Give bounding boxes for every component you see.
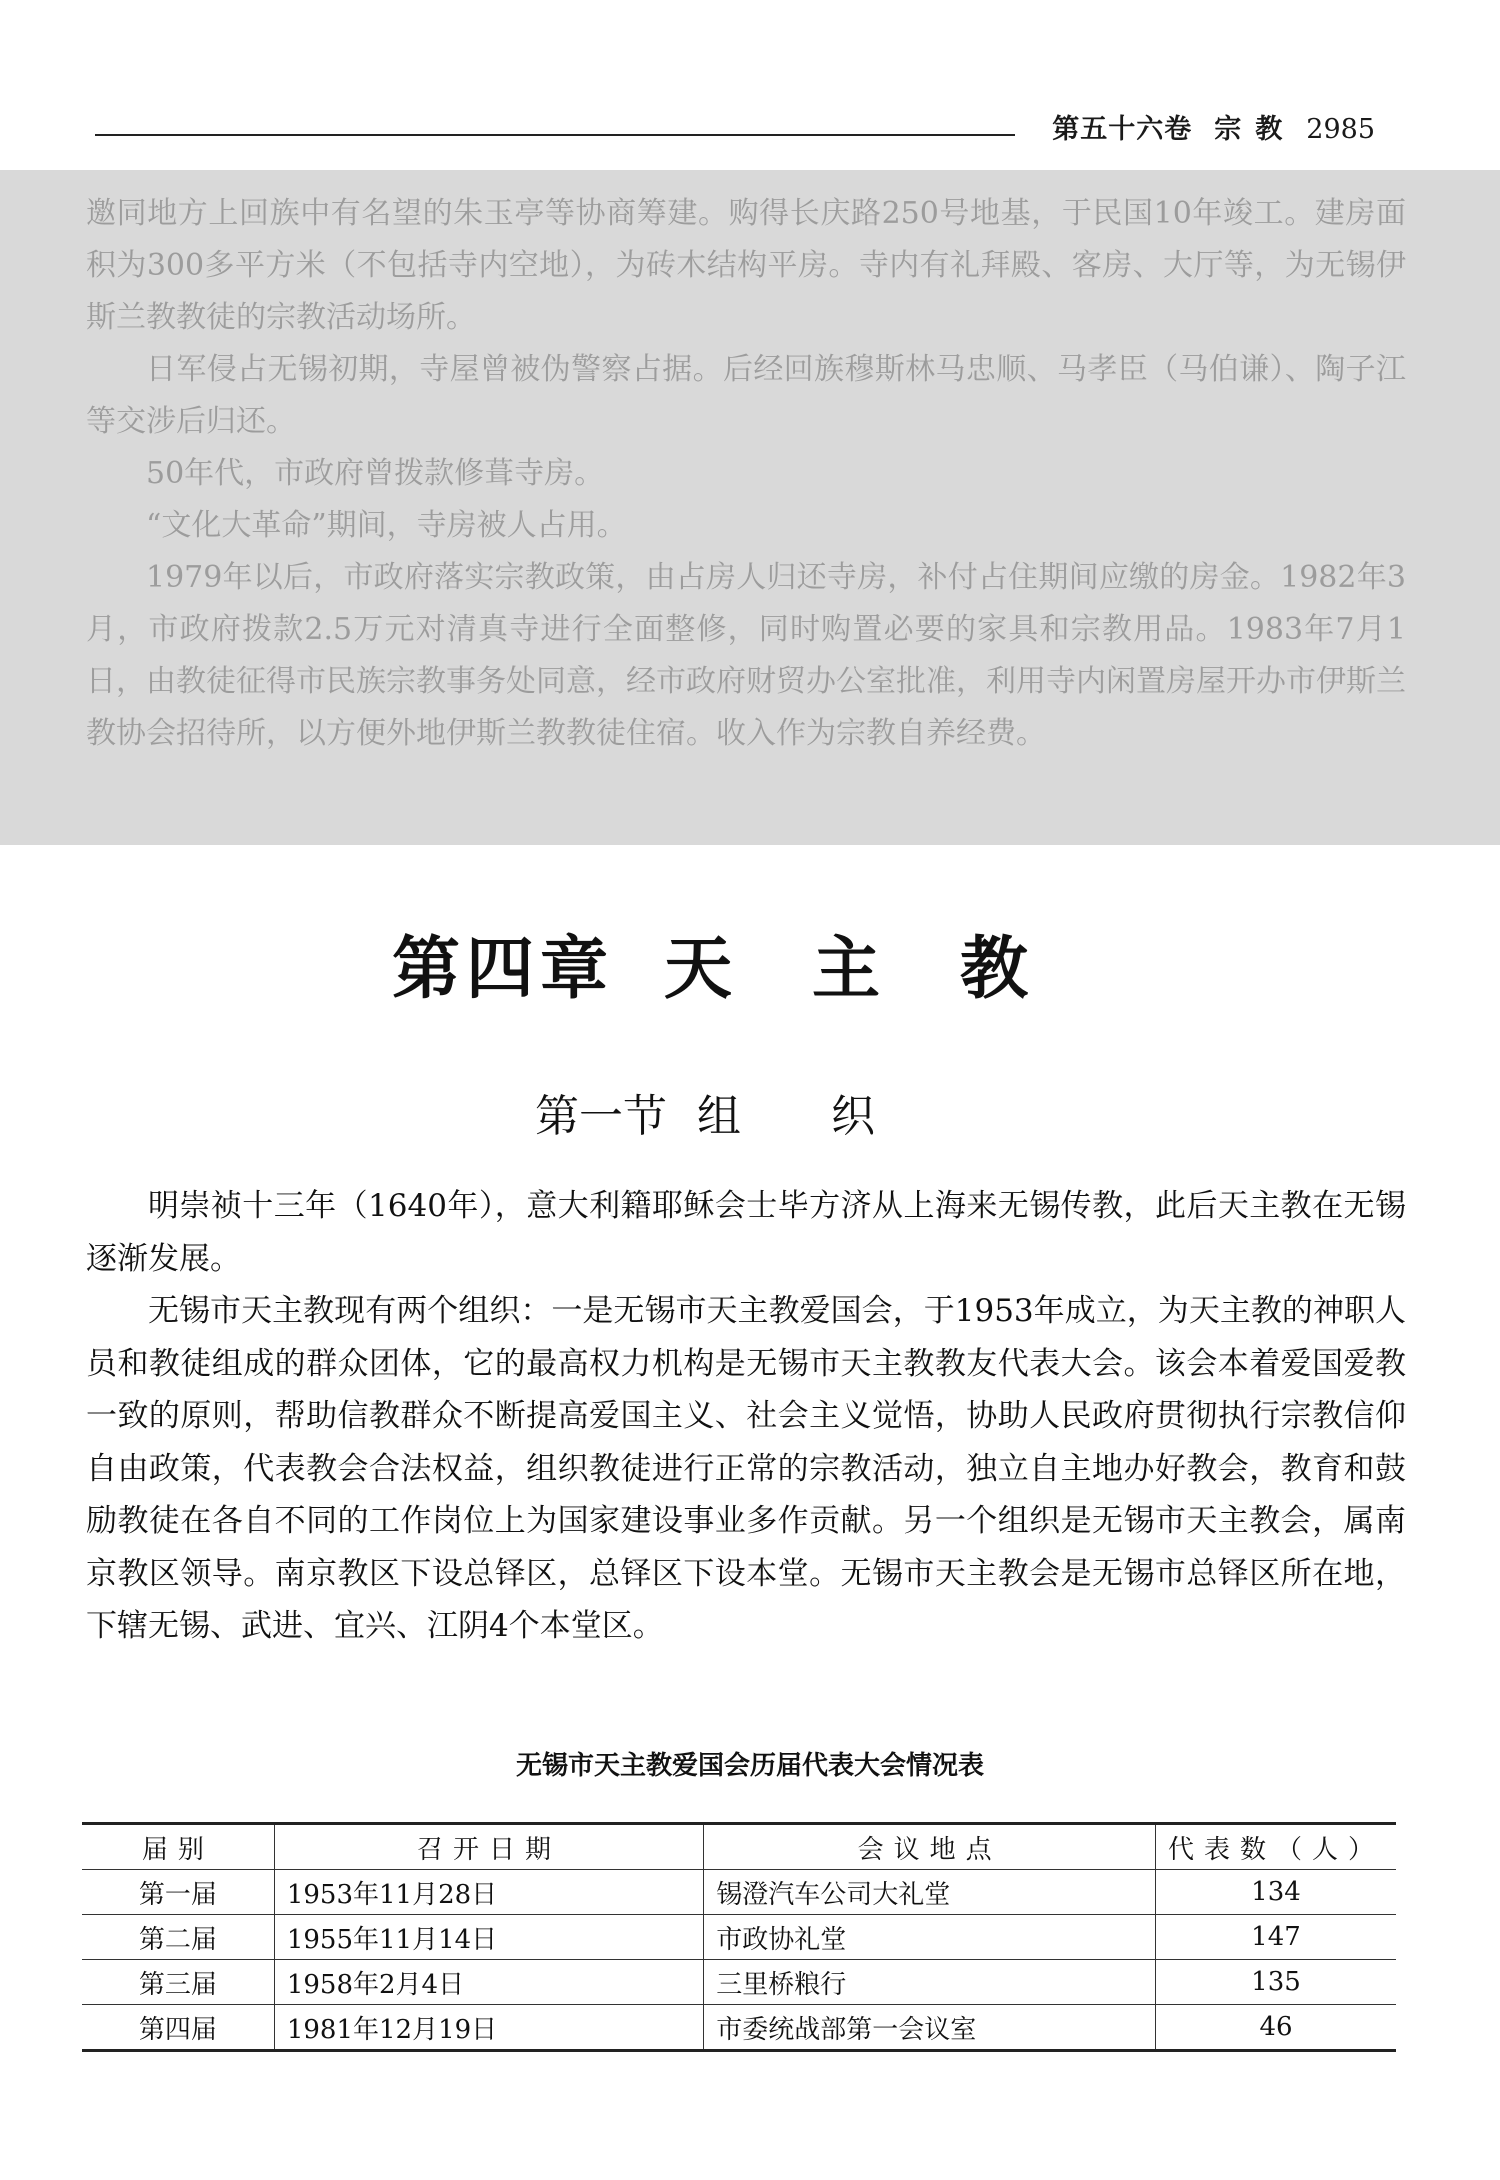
- section-title: [0, 1080, 1500, 1144]
- table-cell: 市政协礼堂: [704, 1915, 1156, 1960]
- congress-table: [82, 1822, 1396, 2052]
- table-cell: 第三届: [138, 1969, 217, 2000]
- table-row: [82, 1915, 1396, 1960]
- body-paragraph: 明崇祯十三年（1640年），意大利籍耶稣会士毕方济从上海来无锡传教，此后天主教在无锡逐渐发展。: [86, 1188, 1406, 1277]
- table-cell: 市委统战部第一会议室: [704, 2005, 1156, 2051]
- chapter-name: 天主教: [664, 929, 1109, 1009]
- previous-paragraph: 1979年以后，市政府落实宗教政策，由占房人归还寺房，补付占住期间应缴的房金。1982年3月，市政府拨款2.5万元对清真寺进行全面整修，同时购置必要的家具和宗教用品。1983年7月1日，由教徒征得市民族宗教事务处同意，经市政府财贸办公室批准，利用寺内闲置房屋开办市伊斯兰教协会招待所，以方便外地伊斯兰教教徒住宿。收入作为宗教自养经费。: [86, 560, 1406, 751]
- header-volume: 第五十六卷: [1052, 114, 1193, 145]
- header-rule: [95, 134, 1015, 136]
- body-text: [86, 1180, 1406, 1653]
- table-cell: 134: [1155, 1870, 1396, 1915]
- previous-section-block: [0, 170, 1500, 845]
- table-header-cell: 召开日期: [274, 1824, 703, 1870]
- table-cell: 147: [1155, 1915, 1396, 1960]
- table-header-cell: 代表数（人）: [1155, 1824, 1396, 1870]
- table-header-cell: 会议地点: [704, 1824, 1156, 1870]
- section-name: 组织: [697, 1091, 965, 1142]
- body-paragraph: 无锡市天主教现有两个组织：一是无锡市天主教爱国会，于1953年成立，为天主教的神职人员和教徒组成的群众团体，它的最高权力机构是无锡市天主教教友代表大会。该会本着爱国爱教一致的原则，帮助信教群众不断提高爱国主义、社会主义觉悟，协助人民政府贯彻执行宗教信仰自由政策，代表教会合法权益，组织教徒进行正常的宗教活动，独立自主地办好教会，教育和鼓励教徒在各自不同的工作岗位上为国家建设事业多作贡献。另一个组织是无锡市天主教会，属南京教区领导。南京教区下设总铎区，总铎区下设本堂。无锡市天主教会是无锡市总铎区所在地，下辖无锡、武进、宜兴、江阴4个本堂区。: [86, 1293, 1406, 1644]
- previous-paragraph: “文化大革命”期间，寺房被人占用。: [146, 508, 627, 543]
- previous-paragraph: 邀同地方上回族中有名望的朱玉亭等协商筹建。购得长庆路250号地基，于民国10年竣工。建房面积为300多平方米（不包括寺内空地），为砖木结构平房。寺内有礼拜殿、客房、大厅等，为无锡伊斯兰教教徒的宗教活动场所。: [86, 196, 1406, 335]
- previous-section-text: [86, 188, 1406, 760]
- page-number: 2985: [1306, 114, 1375, 145]
- table-row: [82, 1960, 1396, 2005]
- table-cell: 1953年11月28日: [274, 1870, 703, 1915]
- table-row: [82, 1870, 1396, 1915]
- header-subject: 宗教: [1214, 114, 1297, 145]
- table-cell: 1955年11月14日: [274, 1915, 703, 1960]
- table-cell: 1981年12月19日: [274, 2005, 703, 2051]
- table-cell: 46: [1155, 2005, 1396, 2051]
- header-text: [1052, 110, 1375, 150]
- table-cell: 第四届: [138, 2014, 217, 2045]
- chapter-number: 第四章: [391, 929, 614, 1009]
- table-header-row: [82, 1824, 1396, 1870]
- previous-paragraph: 50年代，市政府曾拨款修葺寺房。: [146, 456, 605, 491]
- table-row: [82, 2005, 1396, 2051]
- table-cell: 1958年2月4日: [274, 1960, 703, 2005]
- previous-paragraph: 日军侵占无锡初期，寺屋曾被伪警察占据。后经回族穆斯林马忠顺、马孝臣（马伯谦）、陶子江等交涉后归还。: [86, 352, 1406, 439]
- running-header: [95, 108, 1375, 158]
- table-cell: 第二届: [138, 1924, 217, 1955]
- table-header-cell: 届别: [141, 1834, 214, 1865]
- table-cell: 135: [1155, 1960, 1396, 2005]
- table-cell: 三里桥粮行: [704, 1960, 1156, 2005]
- table-caption: 无锡市天主教爱国会历届代表大会情况表: [515, 1751, 984, 1781]
- table-cell: 第一届: [138, 1879, 217, 1910]
- table-cell: 锡澄汽车公司大礼堂: [704, 1870, 1156, 1915]
- chapter-title: [0, 915, 1500, 1012]
- section-number: 第一节: [535, 1091, 667, 1142]
